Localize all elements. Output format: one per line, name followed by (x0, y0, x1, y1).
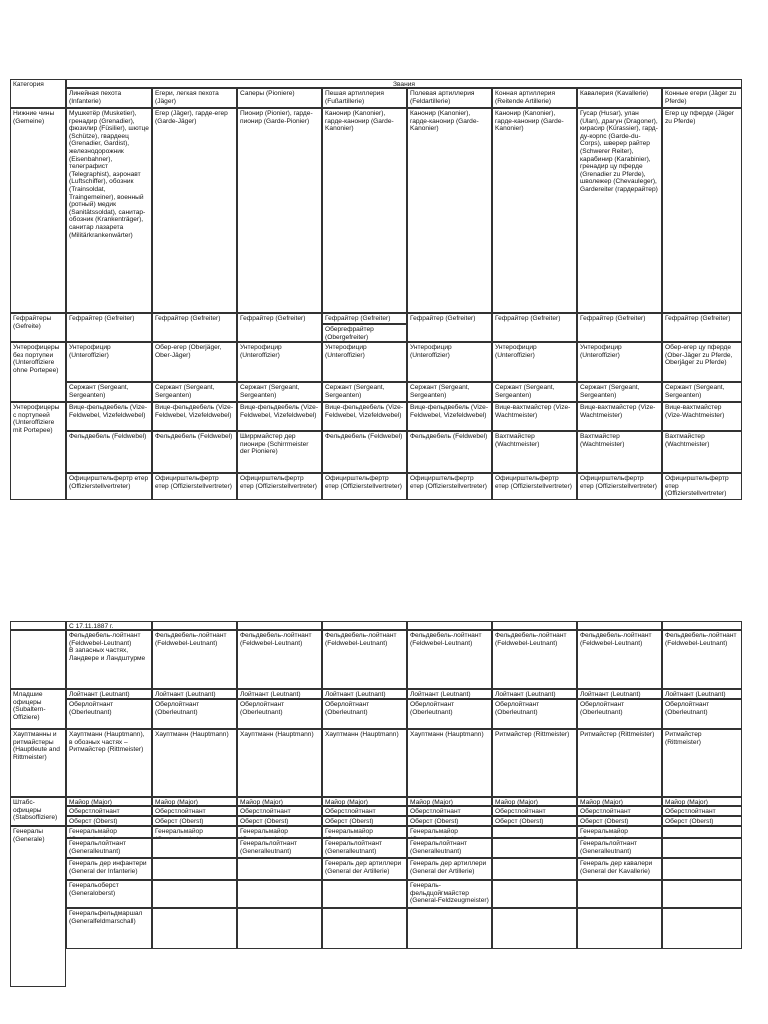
table-cell: Вице-фельдвебель (Vize-Feldwebel, Vizefeldwebel) (237, 402, 322, 431)
column-header: Пешая артиллерия (Fußartillerie) (322, 88, 407, 108)
table-cell: Официрштельфертр етер (Offizierstellvertreter) (66, 473, 152, 500)
table-cell: Оберст (Oberst) (407, 816, 492, 826)
table-cell: Оберст (Oberst) (492, 816, 577, 826)
table-cell: Генераль дер кавалери (General der Kavallerie) (577, 858, 662, 880)
table-cell (492, 621, 577, 630)
table-cell: Фельдвебель (Feldwebel) (66, 431, 152, 473)
table-cell: Генераль-фельдцойгмайстер (General-Feldzeugmeister) (407, 880, 492, 908)
table-cell: Майор (Major) (322, 797, 407, 806)
table-cell: Хауптманн (Hauptmann) (152, 729, 237, 797)
table-cell: Оберстлойтнант (662, 806, 742, 816)
table-cell: Фельдвебель (Feldwebel) (152, 431, 237, 473)
table-cell: Оберстлойтнант (322, 806, 407, 816)
table-cell: Егер (Jäger), гарде-егер (Garde-Jäger) (152, 108, 237, 313)
table-cell: Фельдвебель-лойтнант (Feldwebel-Leutnant) (322, 630, 407, 689)
table-cell: Майор (Major) (237, 797, 322, 806)
table-cell: Гефрайтер (Gefreiter) (577, 313, 662, 342)
table-cell: Лойтнант (Leutnant) (66, 689, 152, 699)
table-cell: Фельдвебель-лойтнант (Feldwebel-Leutnant) (492, 630, 577, 689)
table-cell (662, 826, 742, 838)
table-cell: Фельдвебель-лойтнант (Feldwebel-Leutnant) (662, 630, 742, 689)
table-cell: Генеральмайор (152, 826, 237, 838)
table-cell: Майор (Major) (407, 797, 492, 806)
table-cell: Хауптманн (Hauptmann), в обозных частях – Ритмайстер (Rittmeister) (66, 729, 152, 797)
table-cell: Официрштельфертр етер (Offizierstellvertreter) (237, 473, 322, 500)
table-cell: Канонир (Kanonier), гарде-канонир (Garde-Kanonier) (322, 108, 407, 313)
table-cell: Унтерофицир (Unteroffizier) (237, 342, 322, 382)
table-cell: Унтерофицир (Unteroffizier) (492, 342, 577, 382)
category-header: Категория (10, 79, 66, 108)
table-cell: Официрштельфертр етер (Offizierstellvertreter) (152, 473, 237, 500)
column-header: Конные егери (Jäger zu Pferde) (662, 88, 742, 108)
date-note-cell: С 17.11.1887 г. (66, 621, 152, 630)
category-cell: Унтерофицеры с портупеей (Unteroffiziere mit Portepee) (10, 402, 66, 500)
table-cell (237, 880, 322, 908)
table-cell: Вице-вахтмайстер (Vize-Wachtmeister) (577, 402, 662, 431)
table-cell: Сержант (Sergeant, Sergeanten) (407, 382, 492, 402)
table-cell: Майор (Major) (492, 797, 577, 806)
table-cell: Майор (Major) (66, 797, 152, 806)
table-cell (662, 908, 742, 949)
table-cell: Оберстлойтнант (492, 806, 577, 816)
table-cell: Оберлойтнант (Oberleutnant) (322, 699, 407, 729)
table-cell: Вице-фельдвебель (Vize-Feldwebel, Vizefeldwebel) (322, 402, 407, 431)
column-header: Саперы (Pioniere) (237, 88, 322, 108)
table-cell: Оберлойтнант (Oberleutnant) (66, 699, 152, 729)
table-cell: Оберлойтнант (Oberleutnant) (662, 699, 742, 729)
table-cell (237, 858, 322, 880)
table-cell: Фельдвебель-лойтнант (Feldwebel-Leutnant) (407, 630, 492, 689)
table-cell: Ритмайстер (Rittmeister) (492, 729, 577, 797)
table-cell (492, 838, 577, 858)
category-cell: Штабс-офицеры (Stabsoffiziere) (10, 797, 66, 826)
table-cell (152, 621, 237, 630)
table-cell: Вице-фельдвебель (Vize-Feldwebel, Vizefeldwebel) (66, 402, 152, 431)
table-cell (237, 908, 322, 949)
table-cell: Генеральмайор (322, 826, 407, 838)
table-cell: Лойтнант (Leutnant) (322, 689, 407, 699)
table-cell: Унтерофицир (Unteroffizier) (407, 342, 492, 382)
table-cell: Канонир (Kanonier), гарде-канонир (Garde-Kanonier) (407, 108, 492, 313)
table-cell: Официрштельфертр етер (Offizierstellvertreter) (662, 473, 742, 500)
table-cell: Генеральфельдмаршал (Generalfeldmarschall) (66, 908, 152, 949)
column-header: Полевая артиллерия (Feldartillerie) (407, 88, 492, 108)
table-cell: Гефрайтер (Gefreiter) (237, 313, 322, 342)
table-cell: Генеральмайор (407, 826, 492, 838)
table-cell: Оберст (Oberst) (152, 816, 237, 826)
table-cell: Генеральлойтнант (Generalleutnant) (407, 838, 492, 858)
table-cell: Гефрайтер (Gefreiter) (322, 313, 407, 324)
table-cell: Майор (Major) (662, 797, 742, 806)
table-cell: Мушкетёр (Musketier), гренадир (Grenadier), фюзилир (Füsilier), шютце (Schütze), гвардеец (Grenadier, Gardist), железнодорожник (Eisenbahner), телеграфист (Telegraphist), аэронавт (Luftschiffer), обозник (Trainsoldat, Traingemeiner), военный (ротный) медик (Sanitätssoldat), санитар-обозник (Krankenträger), санитар лазарета (Militärkrankenwärter) (66, 108, 152, 313)
table-cell: Сержант (Sergeant, Sergeanten) (237, 382, 322, 402)
table-cell: Оберлойтнант (Oberleutnant) (492, 699, 577, 729)
table-cell: Обер-егер цу пферде (Ober-Jäger zu Pferde, Oberjäger zu Pferde) (662, 342, 742, 382)
table-cell: Оберст (Oberst) (322, 816, 407, 826)
table-cell (492, 908, 577, 949)
table-cell: Сержант (Sergeant, Sergeanten) (66, 382, 152, 402)
table-cell (662, 621, 742, 630)
category-cell: Нижние чины (Gemeine) (10, 108, 66, 313)
table-cell: Фельдвебель-лойтнант (Feldwebel-Leutnant) (237, 630, 322, 689)
table-cell (152, 858, 237, 880)
table-cell: Лойтнант (Leutnant) (237, 689, 322, 699)
category-cell: Генералы (Generale) (10, 826, 66, 987)
table-cell (492, 858, 577, 880)
table-cell: Оберлойтнант (Oberleutnant) (152, 699, 237, 729)
table-cell: Вахтмайстер (Wachtmeister) (577, 431, 662, 473)
table-cell: Оберстлойтнант (66, 806, 152, 816)
table-cell: Вице-вахтмайстер (Vize-Wachtmeister) (492, 402, 577, 431)
table-cell: Обергефрайтер (Obergefreiter) (322, 324, 407, 342)
table-cell: Хауптманн (Hauptmann) (407, 729, 492, 797)
table-cell: Оберст (Oberst) (662, 816, 742, 826)
table-cell: Вице-фельдвебель (Vize-Feldwebel, Vizefeldwebel) (407, 402, 492, 431)
table-cell (322, 880, 407, 908)
table-cell: Гефрайтер (Gefreiter) (66, 313, 152, 342)
table-cell: Лойтнант (Leutnant) (577, 689, 662, 699)
table-cell: Генераль дер инфантери (General der Infanterie) (66, 858, 152, 880)
table-cell: Майор (Major) (152, 797, 237, 806)
table-cell: Сержант (Sergeant, Sergeanten) (492, 382, 577, 402)
table-cell: Вахтмайстер (Wachtmeister) (662, 431, 742, 473)
column-header: Конная артиллерия (Reitende Artillerie) (492, 88, 577, 108)
table-cell (577, 908, 662, 949)
table-cell: Майор (Major) (577, 797, 662, 806)
table-cell: Фельдвебель (Feldwebel) (322, 431, 407, 473)
table-cell: Оберст (Oberst) (237, 816, 322, 826)
ranks-header: Звания (66, 79, 742, 88)
table-cell: Гусар (Husar), улан (Ulan), драгун (Dragoner), кирасир (Kürassier), гард-ду-корпс (Garde-du-Corps), шверер райтер (Schwerer Reiter), карабинир (Karabinier), гренадир цу пферде (Grenadier zu Pferde), шволежер (Chevauleger), Gardereiter (гардерайтер) (577, 108, 662, 313)
table-cell: Генеральмайор (237, 826, 322, 838)
table-cell: Фельдвебель-лойтнант (Feldwebel-Leutnant) (152, 630, 237, 689)
table-cell: Фельдвебель-лойтнант (Feldwebel-Leutnant) В запасных частях, Ландвере и Ландштурме (66, 630, 152, 689)
table-cell: Оберст (Oberst) (66, 816, 152, 826)
table-cell: Вице-вахтмайстер (Vize-Wachtmeister) (662, 402, 742, 431)
table-cell: Гефрайтер (Gefreiter) (152, 313, 237, 342)
table-cell: Ритмайстер (Rittmeister) (577, 729, 662, 797)
table-cell (662, 880, 742, 908)
column-header: Кавалерия (Kavallerie) (577, 88, 662, 108)
table-cell: Вице-фельдвебель (Vize-Feldwebel, Vizefeldwebel) (152, 402, 237, 431)
table-cell (152, 838, 237, 858)
table-cell (10, 621, 66, 630)
table-cell: Лойтнант (Leutnant) (407, 689, 492, 699)
table-cell: Оберлойтнант (Oberleutnant) (407, 699, 492, 729)
table-cell: Хауптманн (Hauptmann) (322, 729, 407, 797)
table-cell (322, 621, 407, 630)
table-cell (152, 880, 237, 908)
table-cell: Оберстлойтнант (237, 806, 322, 816)
table-cell: Генеральлойтнант (Generalleutnant) (577, 838, 662, 858)
table-cell (407, 621, 492, 630)
table-cell: Канонир (Kanonier), гарде-канонир (Garde-Kanonier) (492, 108, 577, 313)
table-cell: Унтерофицир (Unteroffizier) (66, 342, 152, 382)
category-cell: Гефрайтеры (Gefreite) (10, 313, 66, 342)
table-cell: Гефрайтер (Gefreiter) (662, 313, 742, 342)
table-cell: Вахтмайстер (Wachtmeister) (492, 431, 577, 473)
table-cell: Оберстлойтнант (152, 806, 237, 816)
table-cell: Оберст (Oberst) (577, 816, 662, 826)
table-cell: Гефрайтер (Gefreiter) (492, 313, 577, 342)
table-cell: Генераль дер артиллери (General der Artillerie) (407, 858, 492, 880)
table-cell: Сержант (Sergeant, Sergeanten) (322, 382, 407, 402)
table-cell (492, 826, 577, 838)
category-cell: Хауптманны и ритмайстеры (Hauptleute and Rittmeister) (10, 729, 66, 797)
table-cell: Лойтнант (Leutnant) (662, 689, 742, 699)
category-cell (10, 630, 66, 689)
table-cell: Генеральмайор (66, 826, 152, 838)
table-cell: Гефрайтер (Gefreiter) (407, 313, 492, 342)
table-cell: Официрштельфертр етер (Offizierstellvertreter) (577, 473, 662, 500)
table-cell: Оберлойтнант (Oberleutnant) (237, 699, 322, 729)
table-cell: Пионир (Pionier), гарде-пионир (Garde-Pionier) (237, 108, 322, 313)
table-cell: Официрштельфертр етер (Offizierstellvertreter) (322, 473, 407, 500)
table-cell: Ширрмайстер дер пионире (Schirrmeister der Pioniere) (237, 431, 322, 473)
table-cell (407, 908, 492, 949)
table-cell: Фельдвебель (Feldwebel) (407, 431, 492, 473)
table-cell: Обер-егер (Oberjäger, Ober-Jäger) (152, 342, 237, 382)
table-cell: Сержант (Sergeant, Sergeanten) (152, 382, 237, 402)
table-cell: Егер цу пферде (Jäger zu Pferde) (662, 108, 742, 313)
table-cell: Сержант (Sergeant, Sergeanten) (577, 382, 662, 402)
table-cell: Лойтнант (Leutnant) (152, 689, 237, 699)
table-cell (577, 880, 662, 908)
table-cell: Ритмайстер (Rittmeister) (662, 729, 742, 797)
table-cell: Генеральлойтнант (Generalleutnant) (322, 838, 407, 858)
table-cell (152, 908, 237, 949)
table-cell (577, 621, 662, 630)
table-cell: Официрштельфертр етер (Offizierstellvertreter) (407, 473, 492, 500)
table-cell: Лойтнант (Leutnant) (492, 689, 577, 699)
table-cell (662, 858, 742, 880)
table-cell (662, 838, 742, 858)
table-cell: Генеральоберст (Generaloberst) (66, 880, 152, 908)
table-cell: Унтерофицир (Unteroffizier) (577, 342, 662, 382)
table-cell (237, 621, 322, 630)
table-cell: Генеральмайор (577, 826, 662, 838)
table-cell: Сержант (Sergeant, Sergeanten) (662, 382, 742, 402)
table-cell: Генеральлойтнант (Generalleutnant) (237, 838, 322, 858)
table-cell: Генераль дер артиллери (General der Artillerie) (322, 858, 407, 880)
table-cell: Фельдвебель-лойтнант (Feldwebel-Leutnant) (577, 630, 662, 689)
table-cell (322, 908, 407, 949)
column-header: Линейная пехота (Infanterie) (66, 88, 152, 108)
table-cell: Оберлойтнант (Oberleutnant) (577, 699, 662, 729)
category-cell: Младшие офицеры (Subaltern-Offiziere) (10, 689, 66, 729)
table-cell: Оберстлойтнант (407, 806, 492, 816)
table-cell: Генеральлойтнант (Generalleutnant) (66, 838, 152, 858)
table-cell (492, 880, 577, 908)
column-header: Егери, легкая пехота (Jäger) (152, 88, 237, 108)
category-cell: Унтерофицеры без портупеи (Unteroffiziere ohne Portepee) (10, 342, 66, 402)
table-cell: Оберстлойтнант (577, 806, 662, 816)
table-cell: Унтерофицир (Unteroffizier) (322, 342, 407, 382)
table-cell: Официрштельфертр етер (Offizierstellvertreter) (492, 473, 577, 500)
table-cell: Хауптманн (Hauptmann) (237, 729, 322, 797)
